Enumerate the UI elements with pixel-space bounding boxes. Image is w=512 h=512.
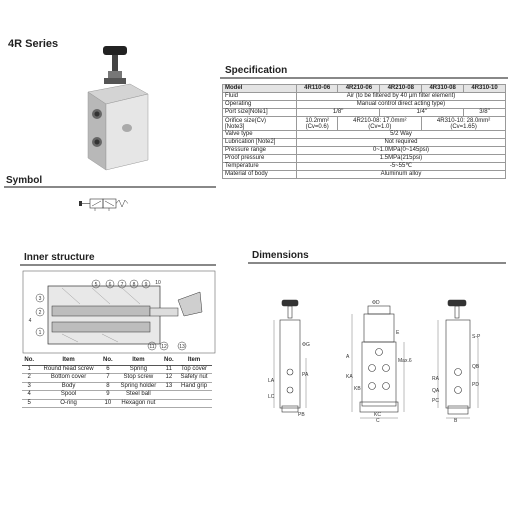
callout-7: 7 <box>120 282 124 288</box>
table-cell: 1.5MPa(215psi) <box>296 155 505 163</box>
table-cell: 4R110-06 <box>296 85 337 93</box>
table-cell: 7 <box>101 374 115 383</box>
dim-label: PC <box>432 398 439 404</box>
callout-10: 10 <box>155 280 161 286</box>
callout-3: 3 <box>38 296 42 302</box>
table-cell: 2 <box>22 374 36 383</box>
table-cell: Proof pressure <box>223 155 297 163</box>
table-cell: Spool <box>36 391 100 400</box>
symbol-title-bar <box>4 186 216 188</box>
table-cell: 13 <box>162 382 176 391</box>
spec-title-bar <box>220 77 508 79</box>
table-cell: 4R310-10 <box>464 85 506 93</box>
inner-structure-diagram <box>22 270 216 354</box>
dimensions-title-bar <box>248 262 506 264</box>
table-cell <box>176 391 212 400</box>
parts-table <box>22 357 212 408</box>
table-cell: No. <box>101 357 115 365</box>
table-cell: Item <box>115 357 162 365</box>
spec-row-operating <box>223 101 506 109</box>
table-cell: Body <box>36 382 100 391</box>
valve-symbol <box>78 196 130 212</box>
table-cell: 4R210-08: 17.0mm² (Cv=1.0) <box>338 117 422 131</box>
dim-label: ΦG <box>302 342 310 348</box>
inner-structure-title: Inner structure <box>24 252 95 263</box>
table-cell: Hexagon nut <box>115 399 162 408</box>
table-cell: 10 <box>101 399 115 408</box>
spec-row-lubrication <box>223 139 506 147</box>
spec-row-pressure-range <box>223 147 506 155</box>
table-cell: 12 <box>162 374 176 383</box>
table-cell: Hand grip <box>176 382 212 391</box>
spec-row-valve-type <box>223 131 506 139</box>
table-cell <box>176 399 212 408</box>
table-cell: Aluminum alloy <box>296 171 505 179</box>
table-cell: Round head screw <box>36 365 100 374</box>
table-cell: Fluid <box>223 93 297 101</box>
symbol-title: Symbol <box>6 175 43 186</box>
table-cell <box>162 391 176 400</box>
table-cell: Safety nut <box>176 374 212 383</box>
parts-row <box>22 399 212 408</box>
table-cell: 3 <box>22 382 36 391</box>
spec-row-proof-pressure <box>223 155 506 163</box>
table-cell: 4R210-06 <box>338 85 380 93</box>
dim-label: KC <box>374 412 381 418</box>
dimensions-title: Dimensions <box>252 250 309 261</box>
table-cell: 9 <box>101 391 115 400</box>
table-cell: Port size[Note1] <box>223 109 297 117</box>
callout-2: 2 <box>38 310 42 316</box>
callout-13: 13 <box>179 344 185 350</box>
callout-9: 9 <box>144 282 148 288</box>
table-cell: 3/8" <box>464 109 506 117</box>
table-cell: Not required <box>296 139 505 147</box>
table-cell: Model <box>223 85 297 93</box>
table-cell: Bottom cover <box>36 374 100 383</box>
dim-label: KB <box>354 386 361 392</box>
parts-header <box>22 357 212 365</box>
dim-label: RA <box>432 376 439 382</box>
table-cell: 11 <box>162 365 176 374</box>
dim-label: LC <box>268 394 275 400</box>
table-cell: Top cover <box>176 365 212 374</box>
spec-table <box>222 84 506 179</box>
product-image <box>70 42 160 172</box>
table-cell: No. <box>162 357 176 365</box>
dimensions-drawing <box>268 298 504 422</box>
dim-label: C <box>376 418 380 422</box>
series-title: 4R Series <box>8 38 59 50</box>
dim-label: A <box>346 354 350 360</box>
table-cell: Item <box>36 357 100 365</box>
table-cell: Orifice size(Cv) [Note3] <box>223 117 297 131</box>
dim-label: B <box>454 418 458 422</box>
table-cell: No. <box>22 357 36 365</box>
parts-row <box>22 365 212 374</box>
parts-row <box>22 382 212 391</box>
callout-11: 11 <box>149 344 155 350</box>
table-cell: 4R310-10: 28.0mm² (Cv=1.65) <box>422 117 506 131</box>
table-cell: Material of body <box>223 171 297 179</box>
dim-label: KA <box>346 374 353 380</box>
table-cell: Lubrication [Note2] <box>223 139 297 147</box>
spec-row-fluid <box>223 93 506 101</box>
table-cell: Temperature <box>223 163 297 171</box>
callout-4: 4 <box>28 318 32 324</box>
inner-structure-title-bar <box>20 264 216 266</box>
dim-label: QB <box>472 364 480 370</box>
table-cell: Air (to be filtered by 40 μm filter element) <box>296 93 505 101</box>
table-cell: Item <box>176 357 212 365</box>
spec-row-material <box>223 171 506 179</box>
table-cell <box>162 399 176 408</box>
table-cell: 1/4" <box>380 109 464 117</box>
dim-label: ΦD <box>372 300 380 306</box>
table-cell: 5/2 Way <box>296 131 505 139</box>
dim-label: QA <box>432 388 440 394</box>
table-cell: 5 <box>22 399 36 408</box>
table-cell: 8 <box>101 382 115 391</box>
callout-8: 8 <box>132 282 136 288</box>
table-cell: Stop screw <box>115 374 162 383</box>
spec-row-model <box>223 85 506 93</box>
table-cell: 0~1.0MPa(0~145psi) <box>296 147 505 155</box>
table-cell: 1 <box>22 365 36 374</box>
table-cell: Pressure range <box>223 147 297 155</box>
dim-label: PB <box>298 412 305 418</box>
table-cell: 4R310-08 <box>422 85 464 93</box>
table-cell: 6 <box>101 365 115 374</box>
callout-1: 1 <box>38 330 42 336</box>
table-cell: 4 <box>22 391 36 400</box>
table-cell: O-ring <box>36 399 100 408</box>
dim-label: PD <box>472 382 479 388</box>
table-cell: 4R210-08 <box>380 85 422 93</box>
spec-row-port-size <box>223 109 506 117</box>
table-cell: 10.2mm² (Cv=0.6) <box>296 117 337 131</box>
spec-row-orifice <box>223 117 506 131</box>
spec-title: Specification <box>225 65 288 76</box>
parts-row <box>22 391 212 400</box>
spec-row-temperature <box>223 163 506 171</box>
table-cell: Valve type <box>223 131 297 139</box>
parts-row <box>22 374 212 383</box>
table-cell: Steel ball <box>115 391 162 400</box>
dim-label: Max.6 <box>398 358 412 364</box>
callout-6: 6 <box>108 282 112 288</box>
table-cell: Manual control direct acting type) <box>296 101 505 109</box>
table-cell: Operating <box>223 101 297 109</box>
table-cell: -5~55℃ <box>296 163 505 171</box>
dim-label: S-P <box>472 334 481 340</box>
table-cell: 1/8" <box>296 109 379 117</box>
dim-label: PA <box>302 372 309 378</box>
callout-12: 12 <box>161 344 167 350</box>
table-cell: Spring <box>115 365 162 374</box>
dim-label: E <box>396 330 400 336</box>
dim-label: LA <box>268 378 275 384</box>
table-cell: Spring holder <box>115 382 162 391</box>
callout-5: 5 <box>94 282 98 288</box>
